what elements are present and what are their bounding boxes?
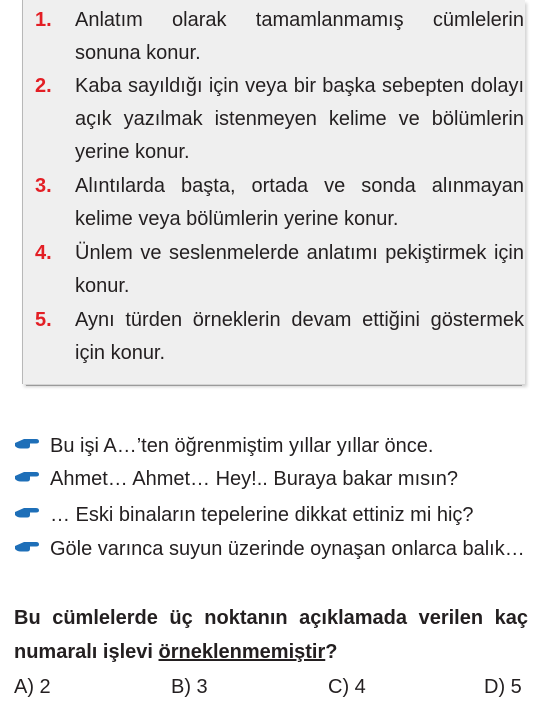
function-item-5 xyxy=(35,304,524,370)
pointing-hand-icon xyxy=(14,537,40,555)
example-text: Bu işi A…’ten öğrenmiştim yıllar yıllar önce. xyxy=(50,435,434,457)
function-number: 4. xyxy=(35,242,52,264)
function-item-4 xyxy=(35,237,524,303)
option-b[interactable]: B) 3 xyxy=(171,676,208,698)
card-divider xyxy=(26,385,522,386)
pointing-hand-icon xyxy=(14,503,40,521)
answer-options xyxy=(0,676,536,706)
option-c[interactable]: C) 4 xyxy=(328,676,366,698)
function-text: Aynı türden örneklerin devam ettiğini göstermek için konur. xyxy=(75,309,524,364)
function-item-3 xyxy=(35,170,524,236)
example-item-2 xyxy=(14,463,526,496)
pointing-hand-icon xyxy=(14,467,40,485)
function-number: 1. xyxy=(35,9,52,31)
example-text: Ahmet… Ahmet… Hey!.. Buraya bakar mısın? xyxy=(50,468,458,490)
function-text: Kaba sayıldığı için veya bir başka sebepten dolayı açık yazılmak istenmeyen kelime ve bölümlerin yerine konur. xyxy=(75,75,524,163)
pointing-hand-icon xyxy=(14,434,40,452)
question-after: ? xyxy=(325,641,338,663)
option-a[interactable]: A) 2 xyxy=(14,676,51,698)
function-item-2 xyxy=(35,70,524,169)
function-text: Anlatım olarak tamamlanmamış cümlelerin sonuna konur. xyxy=(75,9,524,64)
example-item-1 xyxy=(14,430,526,463)
function-number: 5. xyxy=(35,309,52,331)
example-text: … Eski binaların tepelerine dikkat ettiniz mi hiç? xyxy=(50,504,474,526)
function-item-1 xyxy=(35,4,524,70)
question-text xyxy=(14,601,528,669)
function-number: 2. xyxy=(35,75,52,97)
question-underlined: örneklenmemiştir xyxy=(158,641,326,663)
example-item-3 xyxy=(14,499,526,532)
function-number: 3. xyxy=(35,175,52,197)
function-text: Ünlem ve seslenmelerde anlatımı pekiştirmek için konur. xyxy=(75,242,524,297)
example-item-4 xyxy=(14,533,526,566)
function-text: Alıntılarda başta, ortada ve sonda alınmayan kelime veya bölümlerin yerine konur. xyxy=(75,175,524,230)
question-before: Bu cümlelerde üç noktanın açıklamada verilen kaç numaralı işlevi xyxy=(14,607,528,663)
option-d[interactable]: D) 5 xyxy=(484,676,522,698)
example-text: Göle varınca suyun üzerinde oynaşan onlarca balık… xyxy=(50,538,525,560)
